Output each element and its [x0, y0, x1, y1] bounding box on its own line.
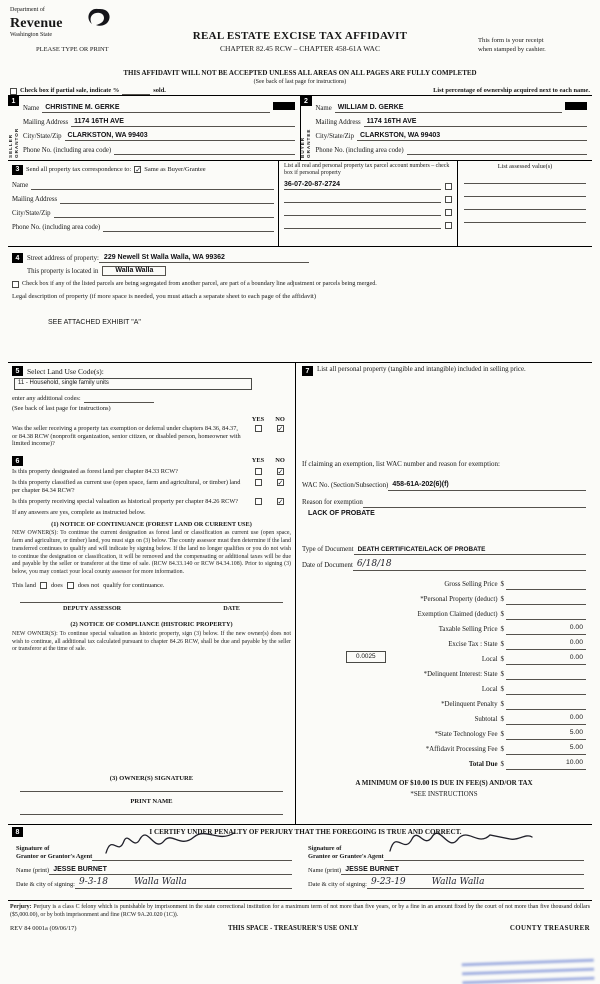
historic-question-row: [12, 498, 291, 506]
fee-row-exemption-claimed: [302, 605, 586, 620]
section-1-number: 1: [8, 96, 19, 106]
grantee-name-print-value[interactable]: JESSE BURNET: [341, 866, 584, 876]
personal-property-checkbox-2[interactable]: [445, 196, 452, 203]
document-type-label: Type of Document: [302, 546, 354, 554]
land-use-column: [8, 363, 296, 824]
dollar-sign: $: [500, 611, 504, 619]
same-as-buyer-label: Same as Buyer/Grantee: [144, 165, 206, 173]
assessed-value-field-3[interactable]: [464, 197, 586, 210]
buyer-phone-field[interactable]: [407, 154, 587, 155]
fee-label-excise-local: Local: [481, 656, 498, 664]
historic-question: Is this property receiving special valuation as historical property per chapter 84.26 RCW?: [12, 497, 239, 505]
fee-row-taxable-selling-price: [302, 620, 586, 635]
buyer-address-label: Mailing Address: [315, 118, 361, 126]
form-chapter: CHAPTER 82.45 RCW – CHAPTER 458-61A WAC: [220, 44, 380, 53]
fee-label-tech: *State Technology Fee: [434, 731, 498, 739]
notice-compliance-title: (2) NOTICE OF COMPLIANCE (HISTORIC PROPERTY): [70, 621, 233, 629]
exemption-yes-checkbox[interactable]: [255, 425, 262, 432]
signature-of-label: Signature of: [308, 845, 342, 853]
legal-description-label: Legal description of property (if more space is needed, you must attach a separate sheet to each page of the affidavit): [12, 293, 316, 300]
assessed-value-column: [458, 161, 592, 246]
corr-csz-field[interactable]: [54, 217, 274, 218]
grantee-date-city-label: Date & city of signing:: [308, 881, 367, 889]
treasurer-stamp: [462, 954, 595, 984]
assessed-value-field-2[interactable]: [464, 184, 586, 197]
parcel-number-field-2[interactable]: [284, 202, 441, 203]
personal-property-checkbox-1[interactable]: [445, 183, 452, 190]
wac-value[interactable]: 458-61A-202(6)(f): [388, 481, 586, 491]
grantee-signature-block: [300, 839, 592, 889]
main-columns: [8, 363, 592, 825]
fee-value-taxable[interactable]: 0.00: [506, 624, 586, 634]
reason-field[interactable]: [363, 507, 586, 508]
seller-address-value[interactable]: 1174 16TH AVE: [71, 118, 294, 128]
answers-yes-note: If any answers are yes, complete as instructed below.: [12, 508, 146, 516]
fee-label-gross: Gross Selling Price: [444, 581, 498, 589]
seller-section: [8, 96, 300, 160]
notice-continuance-title: (1) NOTICE OF CONTINUANCE (FOREST LAND OR CURRENT USE): [51, 520, 252, 528]
fee-row-gross-selling-price: [302, 575, 586, 590]
fee-row-delinquent-penalty: [302, 695, 586, 710]
no-column-label-6: NO: [275, 457, 285, 465]
minimum-due-note: A MINIMUM OF $10.00 IS DUE IN FEE(S) AND/OR TAX: [355, 778, 533, 787]
logo-department-text: Department of: [10, 7, 45, 13]
dollar-sign: $: [500, 686, 504, 694]
personal-property-blank-area[interactable]: [302, 376, 586, 460]
partial-sale-row: [8, 87, 592, 95]
seller-phone-field[interactable]: [114, 154, 294, 155]
dollar-sign: $: [500, 656, 504, 664]
does-checkbox[interactable]: [40, 582, 47, 589]
see-instructions-note: *SEE INSTRUCTIONS: [410, 790, 478, 798]
local-rate-box: 0.0025: [346, 651, 386, 663]
fee-value-tech[interactable]: 5.00: [506, 729, 586, 739]
fee-label-processing: *Affidavit Processing Fee: [425, 746, 498, 754]
document-date-label: Date of Document: [302, 562, 353, 570]
grantee-name-print-label: Name (print): [308, 867, 342, 875]
acceptance-warning: THIS AFFIDAVIT WILL NOT BE ACCEPTED UNLESS ALL AREAS ON ALL PAGES ARE FULLY COMPLETED: [123, 69, 477, 77]
grantor-date-city-label: Date & city of signing:: [16, 881, 75, 889]
buyer-name-label: Name: [315, 104, 332, 112]
street-address-label: Street address of property:: [27, 254, 99, 262]
section-5-number: 5: [12, 366, 23, 376]
property-located-value[interactable]: Walla Walla: [102, 266, 166, 277]
seller-name-label: Name: [23, 104, 40, 112]
perjury-notice: [8, 901, 592, 920]
seller-csz-value[interactable]: CLARKSTON, WA 99403: [65, 132, 295, 142]
see-back-note-5: (See back of last page for instructions): [12, 404, 111, 412]
treasurer-space-label: THIS SPACE - TREASURER'S USE ONLY: [228, 925, 359, 933]
buyer-side-word1: BUYER: [300, 137, 306, 159]
fee-row-subtotal: [302, 710, 586, 725]
continuance-qualify-row: [12, 582, 291, 590]
tax-computation-column: [296, 363, 592, 824]
section-6-number: 6: [12, 456, 23, 466]
dollar-sign: $: [500, 731, 504, 739]
no-column-label: NO: [275, 415, 285, 423]
grantor-signature-block: [8, 839, 300, 889]
buyer-csz-value[interactable]: CLARKSTON, WA 99403: [357, 132, 587, 142]
owners-signature-title: (3) OWNER(S) SIGNATURE: [109, 774, 194, 782]
dollar-sign: $: [500, 716, 504, 724]
corr-address-label: Mailing Address: [12, 195, 58, 203]
forest-land-question-row: [12, 468, 291, 476]
fee-value-processing[interactable]: 5.00: [506, 744, 586, 754]
grantor-name-print-value[interactable]: JESSE BURNET: [49, 866, 292, 876]
deputy-assessor-label: DEPUTY ASSESSOR: [63, 604, 122, 612]
grantor-name-print-label: Name (print): [16, 867, 50, 875]
fee-row-technology-fee: [302, 725, 586, 740]
personal-property-text: List all personal property (tangible and intangible) included in selling price.: [317, 366, 526, 374]
fee-table: [302, 575, 586, 770]
personal-property-header: [302, 366, 586, 376]
certification-section: [8, 825, 592, 901]
corr-phone-label: Phone No. (including area code): [12, 223, 101, 231]
notice-compliance-body: NEW OWNER(S): To continue special valuation as historic property, sign (3) below. If the new owner(s) does not wish to continue, all additional tax calculated pursuant to chapter 84.26 RCW, shall be due and payable by the seller or transferor at the time of sale.: [12, 631, 291, 653]
seller-csz-label: City/State/Zip: [23, 132, 62, 140]
form-header: [8, 6, 592, 68]
print-name-line[interactable]: [20, 806, 283, 815]
grantee-signature-icon: [386, 825, 536, 861]
fee-value-excise-state[interactable]: 0.00: [506, 639, 586, 649]
historic-no-checkbox[interactable]: ✓: [277, 497, 284, 506]
yes-column-label-6: YES: [251, 457, 265, 465]
ownership-note: List percentage of ownership acquired next to each name.: [433, 87, 590, 95]
additional-codes-field[interactable]: [84, 402, 154, 403]
yes-column-label: YES: [251, 415, 265, 423]
grantee-signing-city[interactable]: Walla Walla: [431, 877, 485, 887]
current-use-question-row: [12, 479, 291, 495]
grantor-date-city-field[interactable]: [75, 877, 292, 889]
grantor-signature-icon: [100, 825, 250, 861]
footer-row: [8, 925, 592, 934]
segregated-checkbox[interactable]: [12, 281, 19, 288]
seller-side-word1: SELLER: [7, 134, 13, 159]
redaction-box: [273, 102, 295, 110]
forest-land-question: Is this property designated as forest land per chapter 84.33 RCW?: [12, 468, 178, 476]
land-use-code-value[interactable]: 11 - Household, single family units: [14, 378, 252, 390]
seller-side-word2: GRANTOR: [13, 128, 19, 159]
dollar-sign: $: [500, 671, 504, 679]
assessed-value-field-1[interactable]: [464, 171, 586, 184]
corr-address-field[interactable]: [60, 203, 274, 204]
perjury-label: Perjury:: [10, 904, 32, 911]
form-title: REAL ESTATE EXCISE TAX AFFIDAVIT: [192, 30, 408, 42]
partial-sale-label: Check box if partial sale, indicate %: [20, 87, 120, 95]
print-name-title: PRINT NAME: [130, 798, 173, 806]
does-not-label: does not: [77, 581, 100, 589]
correspondence-column: [8, 161, 278, 246]
exemption-question-text: Was the seller receiving a property tax exemption or deferral under chapters 84.36, 84.37, or 84.38 RCW (nonprofit organization, senior citizen, or disabled person, homeowner with limited income)?: [12, 424, 241, 448]
fee-row-delinquent-interest-state: [302, 665, 586, 680]
qualify-label: qualify for continuance.: [103, 581, 165, 589]
buyer-section: [300, 96, 593, 160]
assessed-value-header: List assessed value(s): [497, 163, 553, 171]
revenue-swirl-icon: [86, 7, 112, 29]
section-4-number: 4: [12, 253, 23, 263]
additional-codes-label: enter any additional codes:: [12, 394, 81, 402]
property-section: [8, 247, 592, 363]
receipt-note-line2: when stamped by cashier.: [478, 45, 546, 53]
exhibit-note: SEE ATTACHED EXHIBIT "A": [48, 319, 141, 327]
county-treasurer-label: COUNTY TREASURER: [509, 925, 590, 933]
perjury-body: Perjury is a class C felony which is punishable by imprisonment in the state correctional institution for a maximum term of not more than five years, or by a fine in an amount fixed by the court of not more than five thousand dollars ($5,000.00), or by both imprisonment and fine (RCW 9A.20.020 (1C)).: [10, 904, 590, 919]
forest-no-checkbox[interactable]: ✓: [277, 468, 284, 477]
dollar-sign: $: [500, 581, 504, 589]
fee-row-processing-fee: [302, 740, 586, 755]
buyer-address-value[interactable]: 1174 16TH AVE: [364, 118, 587, 128]
parcel-number-value[interactable]: 36-07-20-87-2724: [284, 181, 441, 191]
fee-row-total-due: [302, 755, 586, 770]
rev-form-number: REV 84 0001a (09/06/17): [10, 925, 77, 933]
document-date-value[interactable]: 6/18/18: [353, 559, 586, 571]
see-back-note: (See back of last page for instructions): [253, 78, 347, 85]
buyer-phone-label: Phone No. (including area code): [315, 146, 404, 154]
dollar-sign: $: [500, 641, 504, 649]
owners-signature-line[interactable]: [20, 783, 283, 792]
corr-name-field[interactable]: [31, 189, 274, 190]
land-use-header: [12, 366, 291, 376]
parcel-number-field-3[interactable]: [284, 215, 441, 216]
logo-revenue-text: Revenue: [10, 15, 63, 31]
fee-row-excise-state: [302, 635, 586, 650]
redaction-box: [565, 102, 587, 110]
grantor-signing-city[interactable]: Walla Walla: [133, 877, 187, 887]
grantor-signing-date[interactable]: 9-3-18: [78, 877, 108, 887]
parcel-header: List all real and personal property tax parcel account numbers – check box if personal property: [284, 163, 450, 177]
reason-value[interactable]: LACK OF PROBATE: [308, 510, 375, 517]
signature-of-label: Signature of: [16, 845, 50, 853]
receipt-note: [478, 37, 592, 55]
partial-sale-checkbox[interactable]: [10, 88, 17, 95]
same-as-buyer-checkbox[interactable]: ✓: [135, 166, 142, 175]
dollar-sign: $: [500, 746, 504, 754]
street-address-value[interactable]: 229 Newell St Walla Walla, WA 99362: [99, 254, 309, 264]
fee-label-personal: *Personal Property (deduct): [420, 596, 498, 604]
buyer-csz-label: City/State/Zip: [315, 132, 355, 140]
land-use-title: Select Land Use Code(s):: [27, 366, 104, 376]
section-3-number: 3: [12, 165, 23, 175]
fee-label-dint-state: *Delinquent Interest: State: [423, 671, 498, 679]
grantor-agent-label: Grantor or Grantor's Agent: [16, 853, 93, 861]
property-located-label: This property is located in: [27, 267, 99, 275]
logo-state-text: Washington State: [10, 32, 53, 38]
exemption-no-checkbox[interactable]: ✓: [277, 424, 284, 433]
seller-side-label: [8, 108, 20, 158]
buyer-side-label: [301, 108, 313, 158]
grantee-agent-label: Grantee or Grantee's Agent: [308, 853, 384, 861]
fee-value-subtotal[interactable]: 0.00: [506, 714, 586, 724]
receipt-note-line1: This form is your receipt: [478, 37, 544, 44]
notice-continuance-body: NEW OWNER(S): To continue the current designation as forest land or classification as current use (open space, farm and agriculture, or timber) land, you must sign on (3) below. The county assessor must then determine if the land transferred continues to qualify and will indicate by signing below. If the land no longer qualifies or you do not wish to continue the designation or classification, it will be removed and the compensating or additional taxes will be due and payable by the seller or transferor at the time of sale. (RCW 84.33.140 or RCW 84.34.108). Prior to signing (3) below, you may contact your local county assessor for more information.: [12, 530, 291, 575]
this-land-label: This land: [12, 581, 36, 589]
section-7-number: 7: [302, 366, 313, 376]
parcel-number-field-4[interactable]: [284, 228, 441, 229]
parcel-column: [278, 161, 458, 246]
seller-address-label: Mailing Address: [23, 118, 69, 126]
corr-phone-field[interactable]: [103, 231, 274, 232]
fee-label-dint-local: Local: [481, 686, 498, 694]
correspondence-section: [8, 161, 592, 247]
reason-label: Reason for exemption: [302, 499, 363, 507]
historic-yes-checkbox[interactable]: [255, 498, 262, 505]
document-type-value[interactable]: DEATH CERTIFICATE/LACK OF PROBATE: [354, 546, 586, 555]
seller-phone-label: Phone No. (including area code): [23, 146, 112, 154]
dollar-sign: $: [500, 761, 504, 769]
dollar-sign: $: [500, 596, 504, 604]
assessed-value-field-4[interactable]: [464, 210, 586, 223]
wac-label: WAC No. (Section/Subsection): [302, 482, 389, 490]
fee-row-delinquent-interest-local: [302, 680, 586, 695]
classification-header: [12, 456, 291, 466]
dollar-sign: $: [500, 626, 504, 634]
buyer-side-word2: GRANTEE: [306, 128, 311, 159]
does-not-checkbox[interactable]: [67, 582, 74, 589]
segregated-label: Check box if any of the listed parcels are being segregated from another parcel, are part of a boundary line adjustment or parcels being merged.: [22, 280, 377, 288]
personal-property-checkbox-3[interactable]: [445, 209, 452, 216]
please-type-or-print: PLEASE TYPE OR PRINT: [36, 46, 109, 53]
buyer-name-value[interactable]: WILLIAM D. GERKE: [335, 104, 562, 114]
corr-csz-label: City/State/Zip: [12, 209, 51, 217]
parties-section: [8, 95, 592, 161]
dollar-sign: $: [500, 701, 504, 709]
fee-label-total: Total Due: [468, 761, 498, 769]
does-label: does: [50, 581, 63, 589]
exemption-intro: If claiming an exemption, list WAC number and reason for exemption:: [302, 460, 500, 469]
fee-row-personal-property: [302, 590, 586, 605]
fee-label-penalty: *Delinquent Penalty: [441, 701, 498, 709]
section-8-number: 8: [12, 827, 23, 837]
corr-name-label: Name: [12, 181, 29, 189]
certify-statement: I CERTIFY UNDER PENALTY OF PERJURY THAT THE FOREGOING IS TRUE AND CORRECT.: [149, 827, 462, 836]
deputy-assessor-signature-line[interactable]: [20, 594, 283, 603]
section-2-number: 2: [301, 96, 312, 106]
sold-label: sold.: [153, 87, 166, 95]
grantee-date-city-field[interactable]: [367, 877, 584, 889]
personal-property-checkbox-4[interactable]: [445, 222, 452, 229]
fee-value-excise-local[interactable]: 0.00: [506, 654, 586, 664]
send-correspondence-label: Send all property tax correspondence to:: [26, 165, 132, 173]
yes-no-header-5: [12, 416, 291, 424]
grantee-signing-date[interactable]: 9-23-19: [370, 877, 406, 887]
fee-label-subtotal: Subtotal: [474, 716, 498, 724]
current-use-yes-checkbox[interactable]: [255, 479, 262, 486]
fee-label-exemption: Exemption Claimed (deduct): [417, 611, 498, 619]
forest-yes-checkbox[interactable]: [255, 468, 262, 475]
seller-name-value[interactable]: CHRISTINE M. GERKE: [42, 104, 269, 114]
partial-sale-percent-field[interactable]: [122, 94, 150, 95]
fee-label-excise-state: Excise Tax : State: [448, 641, 498, 649]
deputy-assessor-row: [12, 605, 291, 613]
exemption-question-row: [12, 425, 291, 449]
fee-row-excise-local: [302, 650, 586, 665]
fee-label-taxable: Taxable Selling Price: [438, 626, 498, 634]
date-label: DATE: [223, 604, 240, 612]
current-use-question: Is this property classified as current use (open space, farm and agricultural, or timber) land per chapter 84.34 RCW?: [12, 479, 241, 495]
current-use-no-checkbox[interactable]: ✓: [277, 479, 284, 488]
fee-value-total[interactable]: 10.00: [506, 759, 586, 769]
